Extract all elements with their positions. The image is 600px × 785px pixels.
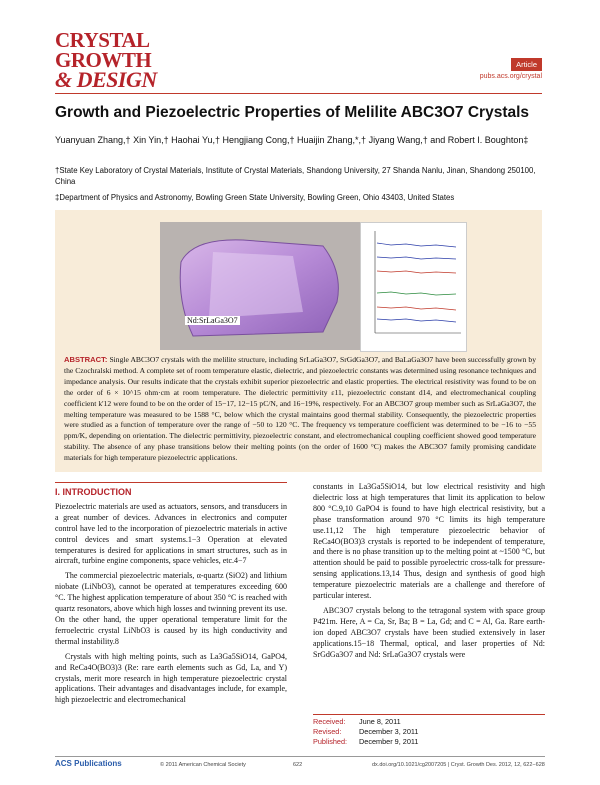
article-badge: Article bbox=[511, 58, 542, 71]
section-rule bbox=[55, 482, 287, 483]
acs-publications-logo: ACS Publications bbox=[55, 759, 122, 768]
date-published: Published: December 9, 2011 bbox=[313, 737, 419, 746]
right-column bbox=[313, 482, 545, 665]
paragraph: The commercial piezoelectric materials, α-quartz (SiO2) and lithium niobate (LiNbO3), cannot be operated at temperatures exceeding 600 °C. The highest application temperature of about 350 °C is reached with quartz resonators, above which high losses and twinning prevent its use. On the other hand, the upper operational temperature limit for the ferroelectric crystal LiNbO3 is caused by its high conductivity and thermal instability.8 bbox=[55, 571, 287, 646]
page-number: 622 bbox=[293, 762, 303, 768]
paper-title: Growth and Piezoelectric Properties of Melilite ABC3O7 Crystals bbox=[55, 104, 530, 121]
left-column bbox=[55, 482, 287, 710]
journal-url[interactable]: pubs.acs.org/crystal bbox=[479, 73, 542, 80]
paragraph: Piezoelectric materials are used as actuators, sensors, and transducers in a great number of devices. Advances in electronics and computer control have led to the incorporation of piezoelectric materials in active control devices and smart systems.1−3 Operation at elevated temperatures is desired for applications in smart structures, such as in aircraft, turbine engine components, space vehicles, etc.4−7 bbox=[55, 501, 287, 566]
footer-rule bbox=[55, 756, 545, 757]
author-list: Yuanyuan Zhang,† Xin Yin,† Haohai Yu,† Hengjiang Cong,† Huaijin Zhang,*,† Jiyang Wang,† and Robert I. Boughton‡ bbox=[55, 135, 529, 145]
affiliation-1: †State Key Laboratory of Crystal Materials, Institute of Crystal Materials, Shandong University, 27 Shanda Nanlu, Jinan, Shandong 250100, China bbox=[55, 166, 536, 186]
logo-line2: GROWTH bbox=[55, 48, 152, 72]
affiliation-2: ‡Department of Physics and Astronomy, Bowling Green State University, Bowling Green, Ohio 43403, United States bbox=[55, 193, 455, 202]
abstract-text: Single ABC3O7 crystals with the melilite structure, including SrLaGa3O7, SrGdGa3O7, and BaLaGa3O7 have been successfully grown by the Czochralski method. A complete set of room temperature elastic, dielectric, and piezoelectric constants was determined using resonance techniques and impedance analysis. Our results indicate that the crystals exhibit superior piezoelectric and elastic properties. The electrical resistivity was found to be on the order of 6 × 10^15 ohm·cm at room temperature. The dielectric permittivity ε11, piezoelectric constant d14, and electromechanical coupling coefficient k'12 were found to be on the order of 15−17, 12−15 pC/N, and 16−19%, respectively. For an ABC3O7 group member such as SrLaGa3O7, the melting temperature was measured to be 1588 °C, below which the crystal maintains good thermal stability. Consequently, the piezoelectric properties were studied as a function of temperature over the range of −50 to 120 °C. The frequency vs temperature coefficient was determined to be −16 to −55 ppm/K, depending on orientation. The dielectric permittivity, piezoelectric constant, and electromechanical coupling coefficient showed good temperature stability. The absence of any phase transitions below their melting points (on the order of 1600 °C) makes the ABC3O7 family promising candidate materials for high temperature piezoelectric applications. bbox=[64, 355, 536, 463]
copyright: © 2011 American Chemical Society bbox=[160, 762, 246, 768]
paragraph: ABC3O7 crystals belong to the tetragonal system with space group P4̄21m. Here, A = Ca, Sr, Ba; B = La, Gd; and C = Al, Ga. Rare earth-ion doped ABC3O7 crystals have been studied extensively in laser applications.15−18 Thermal, optical, and laser properties of Nd: SrGdGa3O7 and Nd: SrLaGa3O7 crystals were bbox=[313, 605, 545, 659]
abstract-label: ABSTRACT: bbox=[64, 355, 108, 364]
temperature-plot bbox=[360, 222, 467, 352]
paragraph: Crystals with high melting points, such as La3Ga5SiO14, GaPO4, and ReCa4O(BO3)3 (Re: rare earth elements such as Gd, La, and Y) crystals, merit more research in high temperature piezoelectric crystal applications. Their advantages and disadvantages include, for example, high piezoelectric and electromechanical bbox=[55, 651, 287, 705]
crystal-image bbox=[173, 232, 345, 342]
logo-line1: CRYSTAL bbox=[55, 28, 150, 52]
dates-block bbox=[313, 717, 545, 747]
abstract bbox=[64, 355, 536, 464]
crystal-label: Nd:SrLaGa3O7 bbox=[187, 316, 238, 325]
doi-citation[interactable]: dx.doi.org/10.1021/cg2007205 | Cryst. Growth Des. 2012, 12, 622−628 bbox=[372, 762, 545, 768]
paragraph: constants in La3Ga5SiO14, but low electrical resistivity and high dielectric loss at high temperatures that limit its application to below 800 °C.9,10 GaPO4 is found to have high electrical resistivity, but a phase transformation around 970 °C limits its high temperature use.11,12 The high temperature piezoelectric behavior of ReCa4O(BO3)3 crystals is reported to be independent of temperature, and there is no phase transition up to the melting point at ~1500 °C, but attention should be paid to possible pyroelectric cross-talk for pressure-sensing applications.13,14 Thus, design and synthesis of good high temperature piezoelectric materials are a challenge and therefore of particular interest. bbox=[313, 482, 545, 601]
logo-line3: & DESIGN bbox=[55, 67, 157, 92]
date-received: Received: June 8, 2011 bbox=[313, 717, 401, 726]
journal-logo bbox=[55, 30, 175, 90]
date-revised: Revised: December 3, 2011 bbox=[313, 727, 419, 736]
section-heading: I. INTRODUCTION bbox=[55, 487, 132, 497]
dates-rule bbox=[313, 714, 545, 715]
header-rule bbox=[55, 93, 542, 94]
